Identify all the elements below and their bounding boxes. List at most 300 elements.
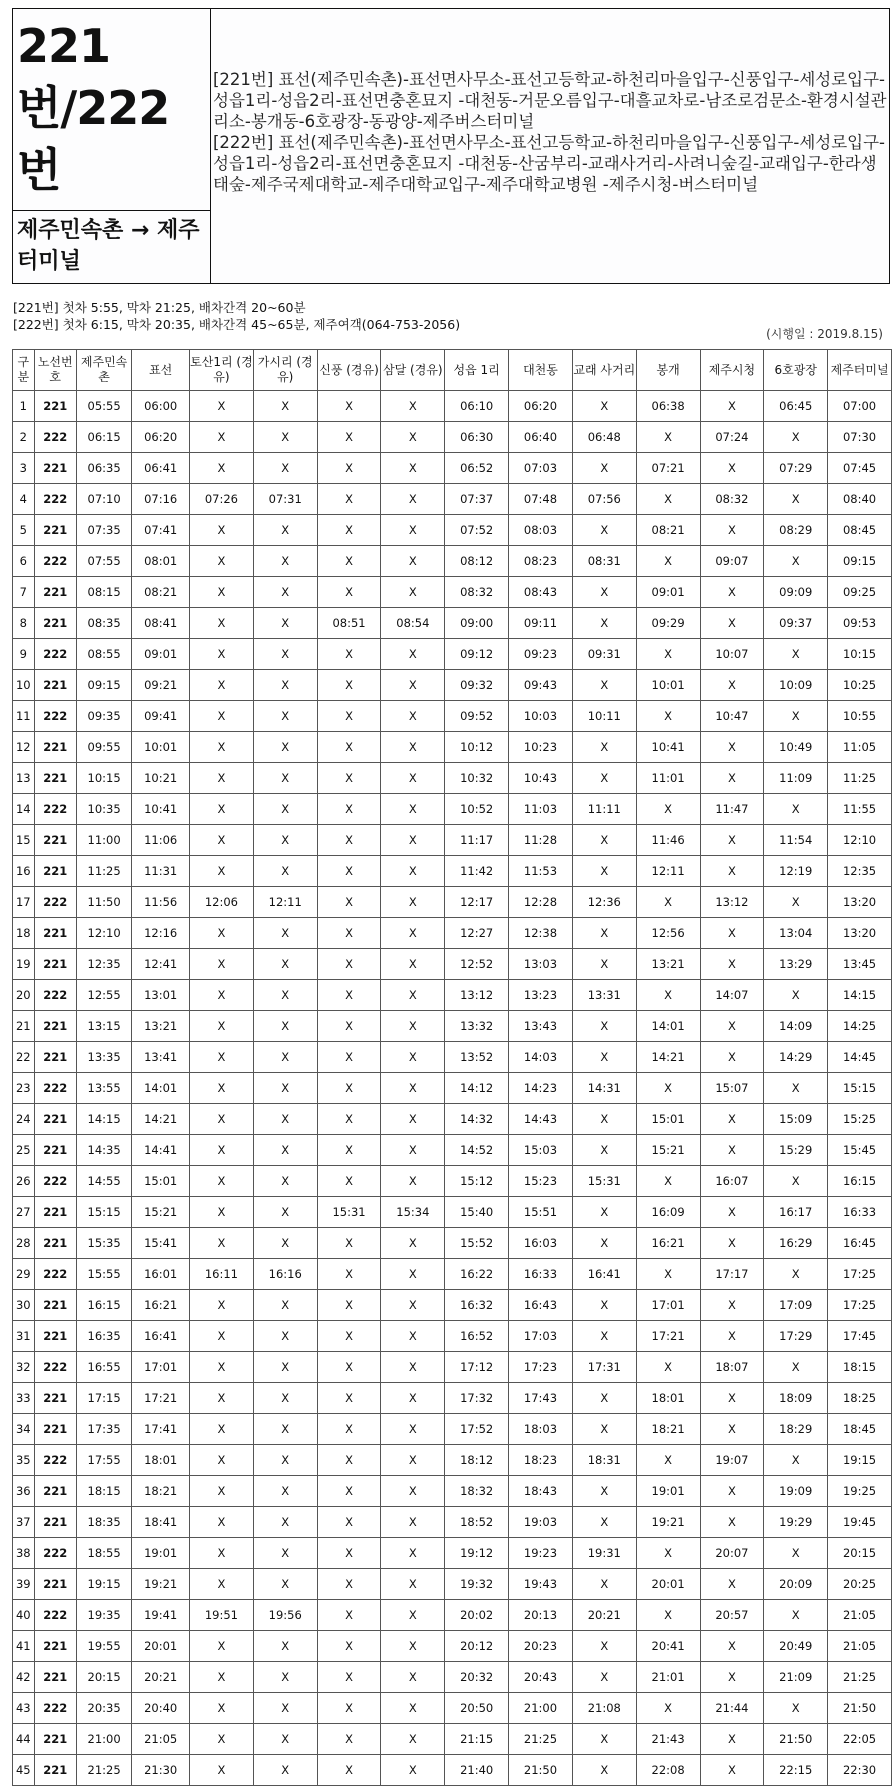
table-cell: 10:01 bbox=[636, 670, 700, 701]
table-cell: 11:28 bbox=[509, 825, 573, 856]
table-cell: 08:54 bbox=[381, 608, 445, 639]
table-cell: X bbox=[381, 484, 445, 515]
table-cell: X bbox=[636, 1352, 700, 1383]
table-cell: 09:43 bbox=[509, 670, 573, 701]
table-cell: X bbox=[253, 1073, 317, 1104]
table-row bbox=[13, 918, 892, 949]
table-cell: 14:01 bbox=[636, 1011, 700, 1042]
table-cell: 06:38 bbox=[636, 391, 700, 422]
table-cell: 17:55 bbox=[76, 1445, 132, 1476]
table-cell: X bbox=[764, 1166, 828, 1197]
table-cell: X bbox=[190, 794, 254, 825]
table-cell: X bbox=[636, 546, 700, 577]
table-cell: 44 bbox=[13, 1724, 35, 1755]
table-cell: 06:45 bbox=[764, 391, 828, 422]
table-cell: 10:47 bbox=[700, 701, 764, 732]
table-cell: X bbox=[572, 670, 636, 701]
table-cell: X bbox=[317, 1631, 381, 1662]
table-cell: X bbox=[572, 1662, 636, 1693]
table-cell: 14:01 bbox=[132, 1073, 190, 1104]
table-cell: 222 bbox=[34, 794, 76, 825]
table-cell: 21:15 bbox=[445, 1724, 509, 1755]
table-cell: 13:43 bbox=[509, 1011, 573, 1042]
table-cell: X bbox=[700, 391, 764, 422]
table-cell: X bbox=[381, 1321, 445, 1352]
table-cell: 08:41 bbox=[132, 608, 190, 639]
table-cell: X bbox=[700, 1011, 764, 1042]
route-direction: 제주민속촌 → 제주터미널 bbox=[17, 218, 200, 274]
table-cell: 09:55 bbox=[76, 732, 132, 763]
table-cell: 221 bbox=[34, 608, 76, 639]
table-cell: X bbox=[700, 670, 764, 701]
table-cell: X bbox=[764, 1445, 828, 1476]
table-cell: 222 bbox=[34, 422, 76, 453]
table-cell: 12:35 bbox=[76, 949, 132, 980]
table-cell: 11:06 bbox=[132, 825, 190, 856]
table-cell: 15 bbox=[13, 825, 35, 856]
table-cell: X bbox=[381, 1042, 445, 1073]
table-cell: 17:09 bbox=[764, 1290, 828, 1321]
table-cell: 19:09 bbox=[764, 1476, 828, 1507]
table-cell: X bbox=[317, 1011, 381, 1042]
table-cell: X bbox=[190, 1631, 254, 1662]
table-cell: X bbox=[253, 1042, 317, 1073]
table-cell: 20:35 bbox=[76, 1693, 132, 1724]
table-cell: 15:15 bbox=[76, 1197, 132, 1228]
table-cell: 18:07 bbox=[700, 1352, 764, 1383]
table-cell: 21:05 bbox=[828, 1631, 892, 1662]
table-header-row bbox=[13, 350, 892, 391]
table-cell: 08:31 bbox=[572, 546, 636, 577]
table-cell: 07:52 bbox=[445, 515, 509, 546]
table-cell: X bbox=[764, 1073, 828, 1104]
table-cell: 08:32 bbox=[700, 484, 764, 515]
table-cell: 09:15 bbox=[76, 670, 132, 701]
table-cell: 10:09 bbox=[764, 670, 828, 701]
table-cell: 19:55 bbox=[76, 1631, 132, 1662]
table-cell: X bbox=[700, 1755, 764, 1786]
table-cell: X bbox=[572, 856, 636, 887]
table-row bbox=[13, 1135, 892, 1166]
table-cell: 08:03 bbox=[509, 515, 573, 546]
table-cell: X bbox=[253, 825, 317, 856]
table-cell: 24 bbox=[13, 1104, 35, 1135]
table-cell: 13 bbox=[13, 763, 35, 794]
table-cell: 17:45 bbox=[828, 1321, 892, 1352]
table-cell: X bbox=[636, 1693, 700, 1724]
table-cell: X bbox=[636, 1166, 700, 1197]
table-cell: X bbox=[317, 825, 381, 856]
table-cell: 21:44 bbox=[700, 1693, 764, 1724]
column-header: 교래 사거리 bbox=[572, 350, 636, 391]
table-cell: 16:09 bbox=[636, 1197, 700, 1228]
table-cell: X bbox=[253, 1476, 317, 1507]
table-cell: 10:41 bbox=[636, 732, 700, 763]
table-cell: 15:01 bbox=[132, 1166, 190, 1197]
table-cell: 21 bbox=[13, 1011, 35, 1042]
table-cell: X bbox=[572, 1383, 636, 1414]
table-cell: X bbox=[572, 1476, 636, 1507]
table-cell: 11:01 bbox=[636, 763, 700, 794]
table-cell: X bbox=[190, 949, 254, 980]
table-cell: X bbox=[381, 639, 445, 670]
table-cell: X bbox=[572, 1569, 636, 1600]
table-cell: X bbox=[190, 1290, 254, 1321]
table-cell: 10:49 bbox=[764, 732, 828, 763]
table-cell: 222 bbox=[34, 887, 76, 918]
table-cell: 13:12 bbox=[445, 980, 509, 1011]
table-row bbox=[13, 1073, 892, 1104]
table-cell: X bbox=[253, 391, 317, 422]
table-cell: 221 bbox=[34, 515, 76, 546]
table-cell: X bbox=[253, 1538, 317, 1569]
table-cell: 222 bbox=[34, 1693, 76, 1724]
table-cell: X bbox=[317, 515, 381, 546]
table-cell: 17:01 bbox=[636, 1290, 700, 1321]
table-cell: X bbox=[253, 794, 317, 825]
table-cell: X bbox=[700, 856, 764, 887]
table-cell: 16:55 bbox=[76, 1352, 132, 1383]
table-cell: X bbox=[700, 577, 764, 608]
table-cell: 11:55 bbox=[828, 794, 892, 825]
table-cell: X bbox=[381, 1352, 445, 1383]
table-cell: 22:08 bbox=[636, 1755, 700, 1786]
table-cell: 37 bbox=[13, 1507, 35, 1538]
table-cell: 06:40 bbox=[509, 422, 573, 453]
table-cell: X bbox=[764, 484, 828, 515]
table-cell: X bbox=[190, 577, 254, 608]
table-cell: X bbox=[700, 1321, 764, 1352]
table-cell: 19:31 bbox=[572, 1538, 636, 1569]
table-cell: X bbox=[317, 1414, 381, 1445]
table-cell: 18:01 bbox=[132, 1445, 190, 1476]
table-cell: X bbox=[317, 1507, 381, 1538]
table-cell: 16:41 bbox=[132, 1321, 190, 1352]
table-cell: 14:03 bbox=[509, 1042, 573, 1073]
table-cell: 20 bbox=[13, 980, 35, 1011]
table-cell: 18:21 bbox=[636, 1414, 700, 1445]
table-row bbox=[13, 1383, 892, 1414]
table-cell: X bbox=[381, 1631, 445, 1662]
table-cell: 18:52 bbox=[445, 1507, 509, 1538]
table-cell: 19:25 bbox=[828, 1476, 892, 1507]
table-cell: 07:16 bbox=[132, 484, 190, 515]
table-cell: 09:01 bbox=[636, 577, 700, 608]
table-cell: X bbox=[317, 949, 381, 980]
table-cell: 15:40 bbox=[445, 1197, 509, 1228]
column-header: 제주시청 bbox=[700, 350, 764, 391]
table-cell: 18:15 bbox=[828, 1352, 892, 1383]
table-cell: 12:38 bbox=[509, 918, 573, 949]
table-cell: X bbox=[381, 1228, 445, 1259]
table-cell: 1 bbox=[13, 391, 35, 422]
table-cell: 21:50 bbox=[764, 1724, 828, 1755]
table-row bbox=[13, 1445, 892, 1476]
table-cell: 221 bbox=[34, 1135, 76, 1166]
table-cell: X bbox=[381, 670, 445, 701]
table-cell: 13:52 bbox=[445, 1042, 509, 1073]
table-cell: X bbox=[636, 1073, 700, 1104]
table-cell: 221 bbox=[34, 1290, 76, 1321]
table-cell: X bbox=[317, 1352, 381, 1383]
table-cell: 06:48 bbox=[572, 422, 636, 453]
table-cell: 20:23 bbox=[509, 1631, 573, 1662]
table-cell: X bbox=[572, 1228, 636, 1259]
table-cell: 12:41 bbox=[132, 949, 190, 980]
table-cell: 25 bbox=[13, 1135, 35, 1166]
table-cell: X bbox=[700, 1662, 764, 1693]
route-221-schedule-info: [221번] 첫차 5:55, 막차 21:25, 배차간격 20~60분 bbox=[13, 300, 306, 315]
table-cell: 27 bbox=[13, 1197, 35, 1228]
table-cell: X bbox=[190, 1228, 254, 1259]
table-row bbox=[13, 794, 892, 825]
table-cell: 05:55 bbox=[76, 391, 132, 422]
table-cell: X bbox=[381, 825, 445, 856]
table-cell: 45 bbox=[13, 1755, 35, 1786]
table-row bbox=[13, 1166, 892, 1197]
table-cell: X bbox=[381, 577, 445, 608]
route-222-stops: [222번] 표선(제주민속촌)-표선면사무소-표선고등학교-하천리마을입구-신풍입구-세성로입구-성읍1리-성읍2리-표선면충혼묘지 -대천동-산굼부리-교래사거리-사려니숲길-교래입구-한라생태숲-제주국제대학교-제주대학교입구-제주대학교병원 -제주시청-버스터미널 bbox=[213, 133, 886, 194]
table-cell: X bbox=[253, 949, 317, 980]
table-cell: 16:16 bbox=[253, 1259, 317, 1290]
table-row bbox=[13, 949, 892, 980]
table-cell: X bbox=[253, 856, 317, 887]
service-info bbox=[13, 299, 460, 333]
table-cell: X bbox=[190, 1662, 254, 1693]
table-cell: 20:50 bbox=[445, 1693, 509, 1724]
table-cell: X bbox=[317, 856, 381, 887]
route-number-box bbox=[13, 9, 211, 210]
table-cell: 17:12 bbox=[445, 1352, 509, 1383]
table-cell: 21:25 bbox=[828, 1662, 892, 1693]
table-cell: 15:55 bbox=[76, 1259, 132, 1290]
table-cell: X bbox=[190, 1538, 254, 1569]
table-cell: 221 bbox=[34, 856, 76, 887]
table-cell: 06:00 bbox=[132, 391, 190, 422]
table-cell: 221 bbox=[34, 1414, 76, 1445]
table-cell: 14 bbox=[13, 794, 35, 825]
table-cell: X bbox=[317, 701, 381, 732]
table-cell: 09:53 bbox=[828, 608, 892, 639]
table-cell: 18:03 bbox=[509, 1414, 573, 1445]
table-cell: 18:01 bbox=[636, 1383, 700, 1414]
table-cell: 14:21 bbox=[132, 1104, 190, 1135]
table-row bbox=[13, 1662, 892, 1693]
table-cell: 222 bbox=[34, 639, 76, 670]
table-cell: X bbox=[381, 794, 445, 825]
table-cell: X bbox=[253, 1755, 317, 1786]
table-cell: X bbox=[317, 1569, 381, 1600]
table-cell: 14:35 bbox=[76, 1135, 132, 1166]
table-cell: X bbox=[572, 1042, 636, 1073]
table-cell: 11:53 bbox=[509, 856, 573, 887]
table-cell: 15:31 bbox=[317, 1197, 381, 1228]
table-row bbox=[13, 1352, 892, 1383]
table-cell: 09:12 bbox=[445, 639, 509, 670]
table-cell: X bbox=[381, 763, 445, 794]
table-cell: X bbox=[381, 1135, 445, 1166]
table-cell: 17:43 bbox=[509, 1383, 573, 1414]
table-cell: X bbox=[190, 1166, 254, 1197]
table-cell: 19 bbox=[13, 949, 35, 980]
table-cell: 35 bbox=[13, 1445, 35, 1476]
table-cell: 19:56 bbox=[253, 1600, 317, 1631]
table-cell: 13:35 bbox=[76, 1042, 132, 1073]
column-header: 제주터미널 bbox=[828, 350, 892, 391]
table-cell: X bbox=[253, 670, 317, 701]
table-cell: X bbox=[572, 1507, 636, 1538]
table-cell: X bbox=[253, 1321, 317, 1352]
table-cell: 10:23 bbox=[509, 732, 573, 763]
table-cell: X bbox=[190, 701, 254, 732]
table-cell: X bbox=[190, 1507, 254, 1538]
table-cell: 15:41 bbox=[132, 1228, 190, 1259]
table-cell: 221 bbox=[34, 670, 76, 701]
table-cell: 20:21 bbox=[572, 1600, 636, 1631]
table-row bbox=[13, 391, 892, 422]
table-cell: X bbox=[764, 887, 828, 918]
table-cell: X bbox=[381, 856, 445, 887]
table-row bbox=[13, 546, 892, 577]
table-cell: X bbox=[381, 546, 445, 577]
table-cell: 11:50 bbox=[76, 887, 132, 918]
table-cell: X bbox=[190, 1569, 254, 1600]
table-cell: 18:55 bbox=[76, 1538, 132, 1569]
table-cell: 19:41 bbox=[132, 1600, 190, 1631]
table-cell: X bbox=[572, 1321, 636, 1352]
table-cell: 222 bbox=[34, 980, 76, 1011]
table-cell: X bbox=[317, 763, 381, 794]
table-cell: 07:31 bbox=[253, 484, 317, 515]
table-cell: 21:50 bbox=[509, 1755, 573, 1786]
table-cell: 11 bbox=[13, 701, 35, 732]
table-cell: X bbox=[572, 732, 636, 763]
table-cell: 14:09 bbox=[764, 1011, 828, 1042]
table-cell: X bbox=[381, 887, 445, 918]
table-cell: X bbox=[317, 1662, 381, 1693]
table-cell: 09:25 bbox=[828, 577, 892, 608]
table-cell: 13:29 bbox=[764, 949, 828, 980]
table-cell: 14:31 bbox=[572, 1073, 636, 1104]
table-cell: X bbox=[381, 980, 445, 1011]
effective-date: (시행일 : 2019.8.15) bbox=[766, 327, 883, 341]
table-cell: 22:15 bbox=[764, 1755, 828, 1786]
table-row bbox=[13, 732, 892, 763]
table-cell: X bbox=[190, 1724, 254, 1755]
table-cell: 13:04 bbox=[764, 918, 828, 949]
table-cell: 19:07 bbox=[700, 1445, 764, 1476]
table-cell: 09:07 bbox=[700, 546, 764, 577]
table-cell: 14:43 bbox=[509, 1104, 573, 1135]
table-cell: X bbox=[317, 1321, 381, 1352]
table-cell: 11:03 bbox=[509, 794, 573, 825]
table-cell: 11:25 bbox=[828, 763, 892, 794]
table-cell: 18:35 bbox=[76, 1507, 132, 1538]
table-cell: X bbox=[572, 577, 636, 608]
table-cell: 15:51 bbox=[509, 1197, 573, 1228]
table-cell: X bbox=[572, 763, 636, 794]
table-cell: 12:27 bbox=[445, 918, 509, 949]
table-cell: X bbox=[253, 422, 317, 453]
table-row bbox=[13, 515, 892, 546]
table-cell: X bbox=[253, 639, 317, 670]
table-cell: X bbox=[190, 1445, 254, 1476]
table-cell: X bbox=[317, 918, 381, 949]
table-cell: X bbox=[253, 1352, 317, 1383]
table-cell: 20:57 bbox=[700, 1600, 764, 1631]
table-cell: X bbox=[572, 1197, 636, 1228]
table-cell: X bbox=[381, 918, 445, 949]
table-row bbox=[13, 1228, 892, 1259]
table-cell: 08:01 bbox=[132, 546, 190, 577]
table-cell: X bbox=[700, 1104, 764, 1135]
route-number: 221번/222번 bbox=[17, 19, 170, 197]
table-cell: 10:25 bbox=[828, 670, 892, 701]
table-cell: X bbox=[190, 825, 254, 856]
table-cell: X bbox=[381, 1259, 445, 1290]
column-header: 노선번호 bbox=[34, 350, 76, 391]
route-description bbox=[213, 69, 889, 195]
table-cell: X bbox=[317, 1042, 381, 1073]
table-cell: 09:41 bbox=[132, 701, 190, 732]
table-cell: 17:52 bbox=[445, 1414, 509, 1445]
table-cell: 06:20 bbox=[509, 391, 573, 422]
table-cell: 08:21 bbox=[636, 515, 700, 546]
table-cell: X bbox=[317, 1476, 381, 1507]
route-221-stops: [221번] 표선(제주민속촌)-표선면사무소-표선고등학교-하천리마을입구-신풍입구-세성로입구-성읍1리-성읍2리-표선면충혼묘지 -대천동-거문오름입구-대흘교차로-남조로검문소-환경시설관리소-봉개동-6호광장-동광양-제주버스터미널 bbox=[213, 70, 887, 131]
table-cell: 14:23 bbox=[509, 1073, 573, 1104]
table-cell: 12:56 bbox=[636, 918, 700, 949]
direction-box bbox=[13, 210, 211, 283]
table-cell: 07:35 bbox=[76, 515, 132, 546]
table-cell: 221 bbox=[34, 825, 76, 856]
table-cell: X bbox=[572, 1631, 636, 1662]
table-cell: X bbox=[190, 1135, 254, 1166]
table-cell: 13:41 bbox=[132, 1042, 190, 1073]
table-cell: 06:10 bbox=[445, 391, 509, 422]
table-cell: 08:15 bbox=[76, 577, 132, 608]
table-cell: 19:12 bbox=[445, 1538, 509, 1569]
table-cell: 16:15 bbox=[828, 1166, 892, 1197]
table-cell: 11:09 bbox=[764, 763, 828, 794]
table-cell: 18:25 bbox=[828, 1383, 892, 1414]
table-cell: 09:15 bbox=[828, 546, 892, 577]
table-cell: 08:29 bbox=[764, 515, 828, 546]
table-cell: X bbox=[190, 1693, 254, 1724]
table-row bbox=[13, 1197, 892, 1228]
table-cell: 10:01 bbox=[132, 732, 190, 763]
table-cell: X bbox=[700, 1724, 764, 1755]
table-cell: 11:47 bbox=[700, 794, 764, 825]
table-cell: X bbox=[764, 1352, 828, 1383]
table-cell: X bbox=[700, 1135, 764, 1166]
table-cell: 222 bbox=[34, 1538, 76, 1569]
table-cell: X bbox=[317, 639, 381, 670]
table-cell: X bbox=[253, 701, 317, 732]
table-cell: X bbox=[317, 732, 381, 763]
table-cell: 15:21 bbox=[636, 1135, 700, 1166]
table-cell: X bbox=[572, 608, 636, 639]
table-cell: 16:35 bbox=[76, 1321, 132, 1352]
table-cell: 07:37 bbox=[445, 484, 509, 515]
column-header: 구분 bbox=[13, 350, 35, 391]
table-cell: 20:15 bbox=[828, 1538, 892, 1569]
table-cell: X bbox=[253, 763, 317, 794]
table-cell: 13:03 bbox=[509, 949, 573, 980]
table-cell: X bbox=[190, 1352, 254, 1383]
table-cell: 221 bbox=[34, 1755, 76, 1786]
table-cell: 18:09 bbox=[764, 1383, 828, 1414]
